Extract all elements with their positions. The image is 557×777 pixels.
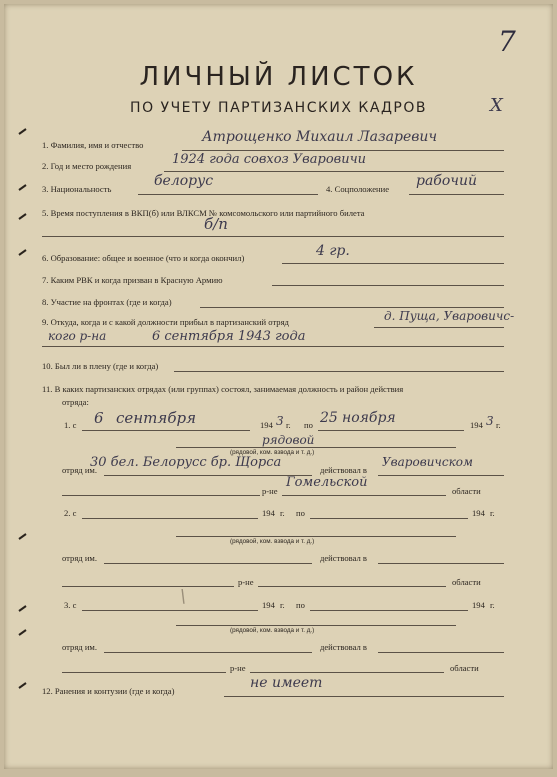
field-4-value: рабочий	[416, 173, 478, 189]
field-9-label: 9. Откуда, когда и с какой должности прибыл в партизанский отряд	[42, 317, 289, 327]
document-subtitle: ПО УЧЕТУ ПАРТИЗАНСКИХ КАДРОВ	[130, 100, 427, 116]
entry-1-from-g: г.	[286, 420, 291, 430]
binder-hole-icon	[18, 213, 28, 221]
entry-1-acted-label: действовал в	[320, 465, 367, 475]
entry-2-to-year: 194	[472, 508, 485, 518]
entry-1-region-line	[62, 495, 260, 496]
entry-1-to-month: ноября	[342, 410, 396, 426]
entry-1-to-g: г.	[496, 420, 501, 430]
field-3-line	[138, 194, 318, 195]
document-sheet	[4, 4, 553, 769]
entry-1-to: по	[304, 420, 313, 430]
entry-1-from-day: 6	[94, 409, 104, 427]
entry-2-oblast-line	[258, 586, 446, 587]
entry-1-to-year-hw: 3	[486, 414, 494, 428]
entry-3-oblast-line	[250, 672, 444, 673]
field-6-line	[282, 263, 504, 264]
entry-1-from-year-hw: 3	[276, 414, 284, 428]
entry-3-to-line	[310, 610, 468, 611]
entry-1-num: 1. с	[64, 420, 77, 430]
entry-2-region-line	[62, 586, 234, 587]
field-1-line	[182, 150, 504, 151]
binder-hole-icon	[18, 249, 28, 257]
entry-2-unit-label: отряд им.	[62, 553, 98, 563]
entry-1-unit-label: отряд им.	[62, 465, 98, 475]
entry-3-to: по	[296, 600, 305, 610]
field-10-label: 10. Был ли в плену (где и когда)	[42, 361, 159, 371]
field-1-value: Атрощенко Михаил Лазаревич	[202, 129, 438, 145]
entry-2-acted-line	[378, 563, 504, 564]
pencil-mark-icon: \	[180, 586, 187, 607]
field-8-label: 8. Участие на фронтах (где и когда)	[42, 297, 172, 307]
field-5-value: б/п	[204, 215, 228, 233]
field-12-label: 12. Ранения и контузии (где и когда)	[42, 686, 175, 696]
entry-3-unit-label: отряд им.	[62, 642, 98, 652]
field-3-value: белорус	[154, 173, 214, 189]
entry-1-oblast-line	[282, 495, 446, 496]
entry-2-g2: г.	[490, 508, 495, 518]
binder-hole-icon	[18, 533, 28, 541]
entry-2-position-line	[176, 536, 456, 537]
entry-3-from-line	[82, 610, 258, 611]
entry-2-g1: г.	[280, 508, 285, 518]
field-11-label-cont: отряда:	[62, 397, 89, 407]
page-number: 7	[498, 25, 516, 58]
entry-2-to: по	[296, 508, 305, 518]
entry-3-acted-line	[378, 652, 504, 653]
entry-2-oblasti: области	[452, 577, 481, 587]
field-12-line	[224, 696, 504, 697]
entry-1-position-caption: (рядовой, ком. взвода и т. д.)	[230, 449, 315, 456]
entry-1-position: рядовой	[262, 433, 315, 447]
entry-3-acted-label: действовал в	[320, 642, 367, 652]
entry-2-acted-label: действовал в	[320, 553, 367, 563]
entry-1-rne: р-не	[262, 486, 278, 496]
entry-2-unit-line	[104, 563, 312, 564]
field-7-line	[272, 285, 504, 286]
entry-1-to-line	[318, 430, 464, 431]
entry-1-from-year: 194	[260, 420, 273, 430]
field-9-value-3: 6 сентября 1943 года	[152, 329, 306, 344]
entry-3-num: 3. с	[64, 600, 77, 610]
entry-1-acted-value: Уваровичском	[382, 455, 473, 469]
entry-3-to-year: 194	[472, 600, 485, 610]
binder-hole-icon	[18, 128, 28, 136]
entry-3-unit-line	[104, 652, 312, 653]
entry-1-oblasti: области	[452, 486, 481, 496]
field-10-line	[174, 371, 504, 372]
field-8-line	[200, 307, 504, 308]
binder-hole-icon	[18, 605, 28, 613]
field-4-line	[409, 194, 504, 195]
binder-hole-icon	[18, 629, 28, 637]
entry-1-to-year: 194	[470, 420, 483, 430]
entry-1-to-day: 25	[320, 410, 338, 426]
entry-1-unit-line	[104, 475, 312, 476]
entry-1-from-line	[82, 430, 250, 431]
field-12-value: не имеет	[250, 675, 323, 691]
field-4-label: 4. Соцположение	[326, 184, 390, 194]
entry-3-g1: г.	[280, 600, 285, 610]
field-5-line	[42, 236, 504, 237]
entry-2-position-caption: (рядовой, ком. взвода и т. д.)	[230, 538, 315, 545]
field-9-line-2	[42, 346, 504, 347]
field-2-label: 2. Год и место рождения	[42, 161, 132, 171]
entry-1-from-month: сентября	[116, 409, 197, 427]
entry-3-rne: р-не	[230, 663, 246, 673]
binder-hole-icon	[18, 184, 28, 192]
header-mark: Х	[490, 95, 503, 116]
field-3-label: 3. Национальность	[42, 184, 112, 194]
entry-1-region-value: Гомельской	[286, 475, 368, 490]
entry-3-region-line	[62, 672, 226, 673]
entry-2-rne: р-не	[238, 577, 254, 587]
entry-3-g2: г.	[490, 600, 495, 610]
field-11-label: 11. В каких партизанских отрядах (или группах) состоял, занимаемая должность и район действия	[42, 384, 404, 394]
field-1-label: 1. Фамилия, имя и отчество	[42, 140, 144, 150]
field-6-label: 6. Образование: общее и военное (что и когда окончил)	[42, 253, 245, 263]
entry-1-unit-value: 30 бел. Белорусс бр. Щорса	[90, 455, 282, 470]
entry-3-from-year: 194	[262, 600, 275, 610]
entry-2-from-year: 194	[262, 508, 275, 518]
field-9-value-2: кого р-на	[48, 329, 107, 343]
field-5-label: 5. Время поступления в ВКП(б) или ВЛКСМ № комсомольского или партийного билета	[42, 208, 365, 218]
entry-1-position-line	[176, 447, 456, 448]
field-9-value-1: д. Пуща, Уваровичс-	[384, 309, 515, 323]
entry-3-position-caption: (рядовой, ком. взвода и т. д.)	[230, 627, 315, 634]
entry-1-acted-line	[378, 475, 504, 476]
document-title: ЛИЧНЫЙ ЛИСТОК	[139, 62, 418, 92]
field-2-line	[164, 171, 504, 172]
field-6-value: 4 гр.	[316, 243, 350, 259]
entry-2-from-line	[82, 518, 258, 519]
entry-3-position-line	[176, 625, 456, 626]
field-7-label: 7. Каким РВК и когда призван в Красную Армию	[42, 275, 223, 285]
entry-3-oblasti: области	[450, 663, 479, 673]
entry-2-num: 2. с	[64, 508, 77, 518]
field-9-line-1	[374, 327, 504, 328]
binder-hole-icon	[18, 682, 28, 690]
field-2-value: 1924 года совхоз Уваровичи	[172, 152, 367, 167]
entry-2-to-line	[310, 518, 468, 519]
